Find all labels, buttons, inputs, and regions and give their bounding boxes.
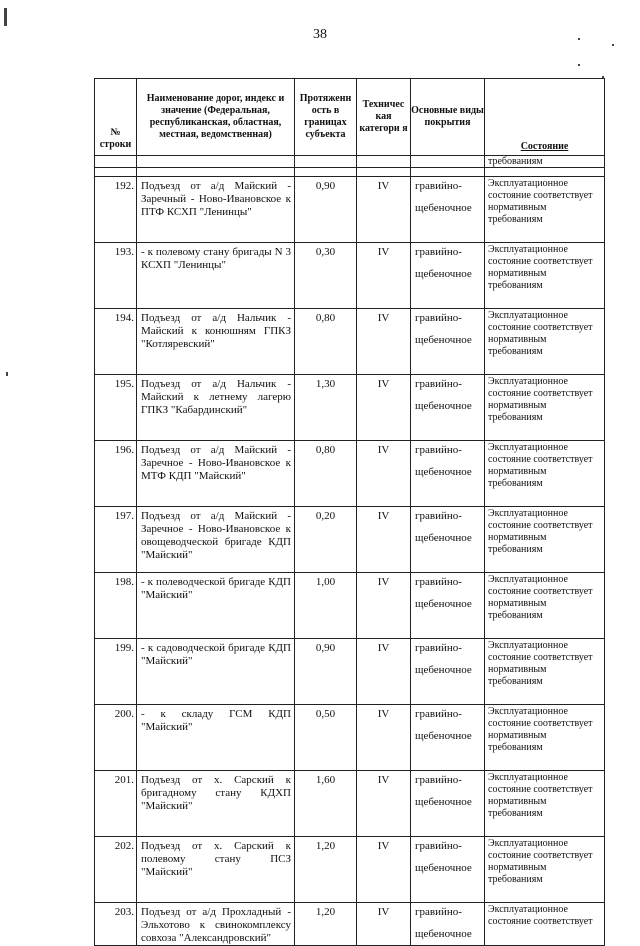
road-state: Эксплуатационное состояние соответствует нормативным требованиям (485, 705, 605, 771)
table-body (95, 156, 605, 946)
road-state: Эксплуатационное состояние соответствует (485, 903, 605, 946)
road-length: 0,80 (295, 309, 357, 375)
surface-line-2: щебеночное (415, 664, 472, 676)
road-state: Эксплуатационное состояние соответствует нормативным требованиям (485, 243, 605, 309)
surface-line-1: гравийно- (415, 708, 462, 720)
road-length: 0,80 (295, 441, 357, 507)
road-name: Подъезд от а/д Майский - Заречный - Ново-Ивановское к ПТФ КСХП "Ленинцы" (137, 177, 295, 243)
surface-line-2: щебеночное (415, 598, 472, 610)
road-name: Подъезд от а/д Нальчик - Майский к конюшням ГПКЗ "Котляревский" (137, 309, 295, 375)
road-category: IV (357, 507, 411, 573)
road-length: 0,90 (295, 639, 357, 705)
surface-line-1: гравийно- (415, 444, 462, 456)
road-category: IV (357, 375, 411, 441)
row-number: 203. (95, 903, 137, 946)
road-name: Подъезд от а/д Майский - Заречное - Ново-Ивановское к МТФ КДП "Майский" (137, 441, 295, 507)
header-length: Протяженн ость в границах субъекта (295, 79, 357, 156)
road-surface (411, 507, 485, 573)
road-state: Эксплуатационное состояние соответствует нормативным требованиям (485, 507, 605, 573)
header-num: № строки (95, 79, 137, 156)
road-category: IV (357, 837, 411, 903)
carryover-row (95, 156, 605, 168)
road-name: - к полеводческой бригаде КДП "Майский" (137, 573, 295, 639)
table-header-row (95, 79, 605, 156)
road-category: IV (357, 309, 411, 375)
road-name: Подъезд от а/д Прохладный - Эльхотово к свинокомплексу совхоза "Александровский" (137, 903, 295, 946)
road-surface (411, 903, 485, 946)
road-length: 0,20 (295, 507, 357, 573)
surface-line-2: щебеночное (415, 730, 472, 742)
surface-line-2: щебеночное (415, 202, 472, 214)
road-category: IV (357, 243, 411, 309)
table-row (95, 309, 605, 375)
row-number: 192. (95, 177, 137, 243)
row-number: 202. (95, 837, 137, 903)
surface-line-2: щебеночное (415, 928, 472, 940)
road-length: 1,00 (295, 573, 357, 639)
row-number: 193. (95, 243, 137, 309)
roads-table (94, 78, 605, 946)
road-surface (411, 243, 485, 309)
road-length: 1,60 (295, 771, 357, 837)
road-state: Эксплуатационное состояние соответствует нормативным требованиям (485, 309, 605, 375)
surface-line-1: гравийно- (415, 312, 462, 324)
road-state: Эксплуатационное состояние соответствует нормативным требованиям (485, 771, 605, 837)
surface-line-2: щебеночное (415, 400, 472, 412)
spacer-row (95, 168, 605, 177)
surface-line-1: гравийно- (415, 576, 462, 588)
road-state: Эксплуатационное состояние соответствует нормативным требованиям (485, 573, 605, 639)
road-state: Эксплуатационное состояние соответствует нормативным требованиям (485, 639, 605, 705)
road-name: - к складу ГСМ КДП "Майский" (137, 705, 295, 771)
row-number: 197. (95, 507, 137, 573)
header-surface: Основные виды покрытия (411, 79, 485, 156)
road-state: Эксплуатационное состояние соответствует нормативным требованиям (485, 375, 605, 441)
road-surface (411, 573, 485, 639)
road-category: IV (357, 441, 411, 507)
roads-table-container (94, 78, 604, 946)
surface-line-1: гравийно- (415, 906, 462, 918)
row-number: 198. (95, 573, 137, 639)
surface-line-2: щебеночное (415, 532, 472, 544)
table-row (95, 903, 605, 946)
road-surface (411, 441, 485, 507)
table-row (95, 837, 605, 903)
table-row (95, 243, 605, 309)
surface-line-2: щебеночное (415, 268, 472, 280)
table-row (95, 177, 605, 243)
row-number: 195. (95, 375, 137, 441)
road-state: Эксплуатационное состояние соответствует нормативным требованиям (485, 837, 605, 903)
road-surface (411, 375, 485, 441)
road-category: IV (357, 573, 411, 639)
road-length: 0,50 (295, 705, 357, 771)
scan-mark (612, 44, 614, 46)
surface-line-2: щебеночное (415, 334, 472, 346)
road-name: - к полевому стану бригады N 3 КСХП "Ленинцы" (137, 243, 295, 309)
road-name: Подъезд от а/д Нальчик - Майский к летнему лагерю ГПКЗ "Кабардинский" (137, 375, 295, 441)
surface-line-1: гравийно- (415, 642, 462, 654)
surface-line-2: щебеночное (415, 862, 472, 874)
road-category: IV (357, 177, 411, 243)
table-row (95, 441, 605, 507)
table-row (95, 573, 605, 639)
table-row (95, 639, 605, 705)
road-surface (411, 639, 485, 705)
page-number: 38 (313, 27, 327, 42)
header-state-label: Состояние (520, 141, 569, 152)
road-state: Эксплуатационное состояние соответствует нормативным требованиям (485, 441, 605, 507)
road-surface (411, 309, 485, 375)
row-number: 196. (95, 441, 137, 507)
table-row (95, 507, 605, 573)
road-length: 1,20 (295, 903, 357, 946)
surface-line-1: гравийно- (415, 840, 462, 852)
surface-line-1: гравийно- (415, 774, 462, 786)
road-name: - к садоводческой бригаде КДП "Майский" (137, 639, 295, 705)
surface-line-1: гравийно- (415, 246, 462, 258)
surface-line-1: гравийно- (415, 180, 462, 192)
road-category: IV (357, 771, 411, 837)
road-category: IV (357, 705, 411, 771)
header-category: Техничес кая категори я (357, 79, 411, 156)
road-length: 0,90 (295, 177, 357, 243)
row-number: 200. (95, 705, 137, 771)
road-length: 1,30 (295, 375, 357, 441)
road-surface (411, 771, 485, 837)
road-length: 0,30 (295, 243, 357, 309)
surface-line-2: щебеночное (415, 796, 472, 808)
road-surface (411, 177, 485, 243)
road-category: IV (357, 639, 411, 705)
scan-mark (578, 38, 580, 40)
row-number: 194. (95, 309, 137, 375)
header-name: Наименование дорог, индекс и значение (Федеральная, республиканская, областная, местная, ведомственная) (137, 79, 295, 156)
road-name: Подъезд от а/д Майский - Заречное - Ново-Ивановское к овощеводческой бригаде КДП "Майский" (137, 507, 295, 573)
carryover-state: требованиям (485, 156, 605, 168)
table-row (95, 705, 605, 771)
row-number: 201. (95, 771, 137, 837)
road-surface (411, 705, 485, 771)
road-length: 1,20 (295, 837, 357, 903)
surface-line-1: гравийно- (415, 378, 462, 390)
table-row (95, 375, 605, 441)
scan-mark (578, 64, 580, 66)
road-category: IV (357, 903, 411, 946)
table-row (95, 771, 605, 837)
scan-mark (4, 8, 7, 26)
road-name: Подъезд от х. Сарский к полевому стану ПСЗ "Майский" (137, 837, 295, 903)
row-number: 199. (95, 639, 137, 705)
surface-line-1: гравийно- (415, 510, 462, 522)
scan-mark (6, 372, 8, 376)
surface-line-2: щебеночное (415, 466, 472, 478)
road-name: Подъезд от х. Сарский к бригадному стану КДХП "Майский" (137, 771, 295, 837)
road-surface (411, 837, 485, 903)
road-state: Эксплуатационное состояние соответствует нормативным требованиям (485, 177, 605, 243)
header-state (485, 79, 605, 156)
